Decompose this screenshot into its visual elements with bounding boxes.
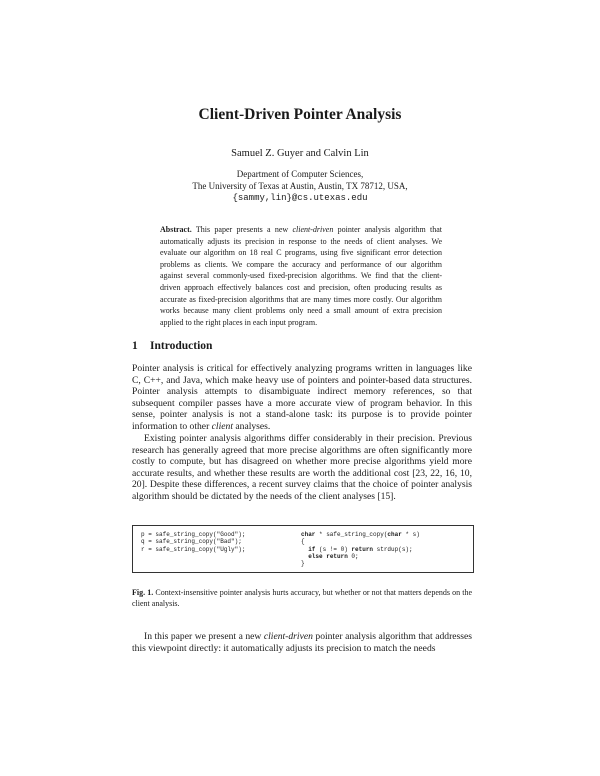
intro-paragraph-2: Existing pointer analysis algorithms differ considerably in their precision. Previous research has generally agreed that more precise algorithms are often significantly more costly to compute, but has disagreed on whether more precise algorithms yield more accurate results, and whether these results are worth the additional cost [23, 22, 16, 10, 20]. Despite these differences, a recent survey claims that the choice of pointer analysis algorithm should be dictated by the needs of the client analyses [15]. [132,433,472,502]
caption-text: Context-insensitive pointer analysis hurts accuracy, but whether or not that matters depends on the client analysis. [132,588,473,608]
code-line [301,546,420,553]
code-keyword: char [387,531,402,538]
affiliation-email: {sammy,lin}@cs.utexas.edu [232,193,368,203]
code-line [301,531,420,538]
abstract-text-after: pointer analysis algorithm that automatically adjusts its precision in response to the needs of client analyses. We evaluate our algorithm on 18 real C programs, using five significant error detection problems as clients. We compare the accuracy and performance of our algorithm against several commonly-used fixed-precision algorithms. We find that the client-driven approach effectively balances cost and precision, often producing results as accurate as fixed-precision algorithms that are many times more costly. Our algorithm works because many client problems only need a small amount of extra precision applied to the right places in each input program. [160,225,443,327]
code-line: r = safe_string_copy("Ugly"); [141,545,246,553]
code-text: (s != 0) [315,545,352,553]
abstract-label: Abstract. [160,225,192,234]
para1-emphasis: client [211,420,233,432]
para3-emphasis: client-driven [263,631,313,642]
code-keyword: if [308,545,316,553]
affiliation-department: Department of Computer Sciences, [236,169,364,179]
para1-after: analyses. [235,420,271,432]
abstract [160,224,442,328]
caption-label: Fig. 1. [132,588,154,597]
code-line [301,553,420,560]
code-listing-right [301,531,420,567]
code-text: * s) [401,531,420,538]
affiliation [0,168,600,204]
paper-authors: Samuel Z. Guyer and Calvin Lin [231,148,369,159]
code-line: q = safe_string_copy("Bad"); [141,538,242,546]
code-keyword: return [351,545,374,553]
section-title: Introduction [150,340,213,352]
figure-1-box [132,525,474,573]
para1-before: Pointer analysis is critical for effectively analyzing programs written in languages like C, C++, and Java, which make heavy use of pointers and pointer-based data structures. Pointer analysis attempts to disambiguate indirect memory references, so that subsequent compiler passes have a more accurate view of program behavior. In this sense, pointer analysis is not a stand-alone task: its purpose is to provide pointer information to other [132,363,472,432]
code-text: 0; [347,552,359,560]
para3-after: pointer analysis algorithm that addresses this viewpoint directly: it automatically adjusts its precision to match the needs [132,631,472,654]
code-keyword: else [308,552,323,560]
para3-before: In this paper we present a new [144,631,262,642]
affiliation-university: The University of Texas at Austin, Austin, TX 78712, USA, [192,181,408,191]
abstract-emphasis: client-driven [292,225,334,234]
code-text: * safe_string_copy( [315,531,388,538]
code-keyword: return [326,552,348,560]
code-line: } [301,560,305,568]
intro-paragraph-3 [132,631,472,654]
code-text: strdup(s); [373,545,413,553]
code-keyword: char [301,531,316,538]
code-listing-left [141,531,245,553]
section-number: 1 [132,340,138,352]
figure-1-caption [132,587,472,609]
abstract-text-before: This paper presents a new [195,225,289,234]
paper-title: Client-Driven Pointer Analysis [198,106,402,123]
intro-paragraph-1 [132,363,472,433]
code-line: p = safe_string_copy("Good"); [141,531,246,538]
code-line: { [301,538,305,546]
section-heading [132,340,212,352]
